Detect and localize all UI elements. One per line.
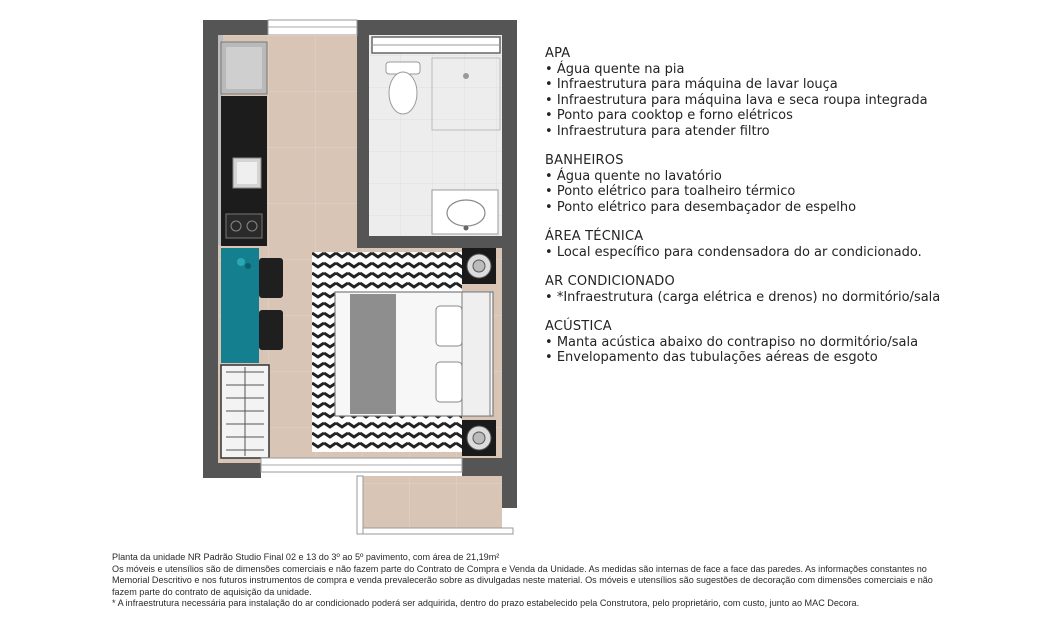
spec-item: • Água quente no lavatório	[545, 169, 1015, 185]
wall-outer-bottom-left	[203, 463, 261, 478]
wall-bathroom-bottom	[357, 236, 517, 248]
bed-headboard	[462, 292, 490, 416]
spec-section	[545, 229, 1015, 260]
spec-section	[545, 153, 1015, 215]
pillow-bottom	[436, 362, 462, 402]
washbasin-sink	[447, 200, 485, 226]
plan-caption: Planta da unidade NR Padrão Studio Final 02 e 13 do 3º ao 5º pavimento, com área de 21,19m²	[112, 552, 500, 562]
faucet-icon	[464, 226, 469, 231]
wall-bathroom-left	[357, 20, 369, 248]
wall-bottom-right	[462, 458, 517, 476]
spec-list	[545, 169, 1015, 216]
spec-section	[545, 46, 1015, 139]
spec-heading: BANHEIROS	[545, 153, 624, 168]
spec-item: • Infraestrutura para máquina lava e seca roupa integrada	[545, 93, 1015, 109]
spec-list	[545, 335, 1015, 366]
wall-outer-top-right	[357, 20, 517, 35]
spec-heading: AR CONDICIONADO	[545, 274, 675, 289]
spec-item: • Envelopamento das tubulações aéreas de esgoto	[545, 350, 1015, 366]
spec-item: • Infraestrutura para máquina de lavar louça	[545, 77, 1015, 93]
spec-item: • *Infraestrutura (carga elétrica e drenos) no dormitório/sala	[545, 290, 1015, 306]
spec-item: • Local específico para condensadora do ar condicionado.	[545, 245, 1015, 261]
toilet-bowl	[389, 72, 417, 114]
spec-item: • Ponto elétrico para desembaçador de espelho	[545, 200, 1015, 216]
bed-throw	[350, 294, 396, 414]
spec-item: • Ponto elétrico para toalheiro térmico	[545, 184, 1015, 200]
spec-heading: ÁREA TÉCNICA	[545, 229, 644, 244]
spec-list	[545, 245, 1015, 261]
plan-notes	[112, 552, 947, 610]
spec-list	[545, 290, 1015, 306]
spec-section	[545, 274, 1015, 305]
plan-footnote: * A infraestrutura necessária para instalação do ar condicionado poderá ser adquirida, dentro do prazo estabelecido pela Construtora, pelo proprietário, com custo, junto ao MAC Decora.	[112, 598, 860, 608]
balcony-floor	[363, 476, 502, 532]
spec-item: • Água quente na pia	[545, 62, 1015, 78]
spec-item: • Infraestrutura para atender filtro	[545, 124, 1015, 140]
stool-2	[259, 310, 283, 350]
wall-outer-right	[502, 20, 517, 508]
wall-outer-top-left	[203, 20, 268, 35]
pillow-top	[436, 306, 462, 346]
spec-heading: ACÚSTICA	[545, 319, 612, 334]
wall-outer-left	[203, 20, 218, 478]
plan-disclaimer: Os móveis e utensílios são de dimensões comerciais e não fazem parte do Contrato de Compra e Venda da Unidade. As medidas são internas de face a face das paredes. As informações constantes no Memorial Descritivo e nos futuros instrumentos de compra e venda prevalecerão sobre as divulgadas neste material. Os móveis e utensílios são sugestões de decoração com dimensões comerciais e não fazem parte do contrato de aquisição da unidade.	[112, 563, 933, 597]
balcony-railing	[357, 476, 363, 534]
floor-plan	[0, 0, 540, 545]
shower-drain	[463, 73, 469, 79]
spec-item: • Ponto para cooktop e forno elétricos	[545, 108, 1015, 124]
spec-heading: APA	[545, 46, 571, 61]
spec-list	[545, 62, 1015, 140]
spec-item: • Manta acústica abaixo do contrapiso no dormitório/sala	[545, 335, 1015, 351]
stool-1	[259, 258, 283, 298]
spec-section	[545, 319, 1015, 366]
specifications-panel	[545, 46, 1015, 380]
